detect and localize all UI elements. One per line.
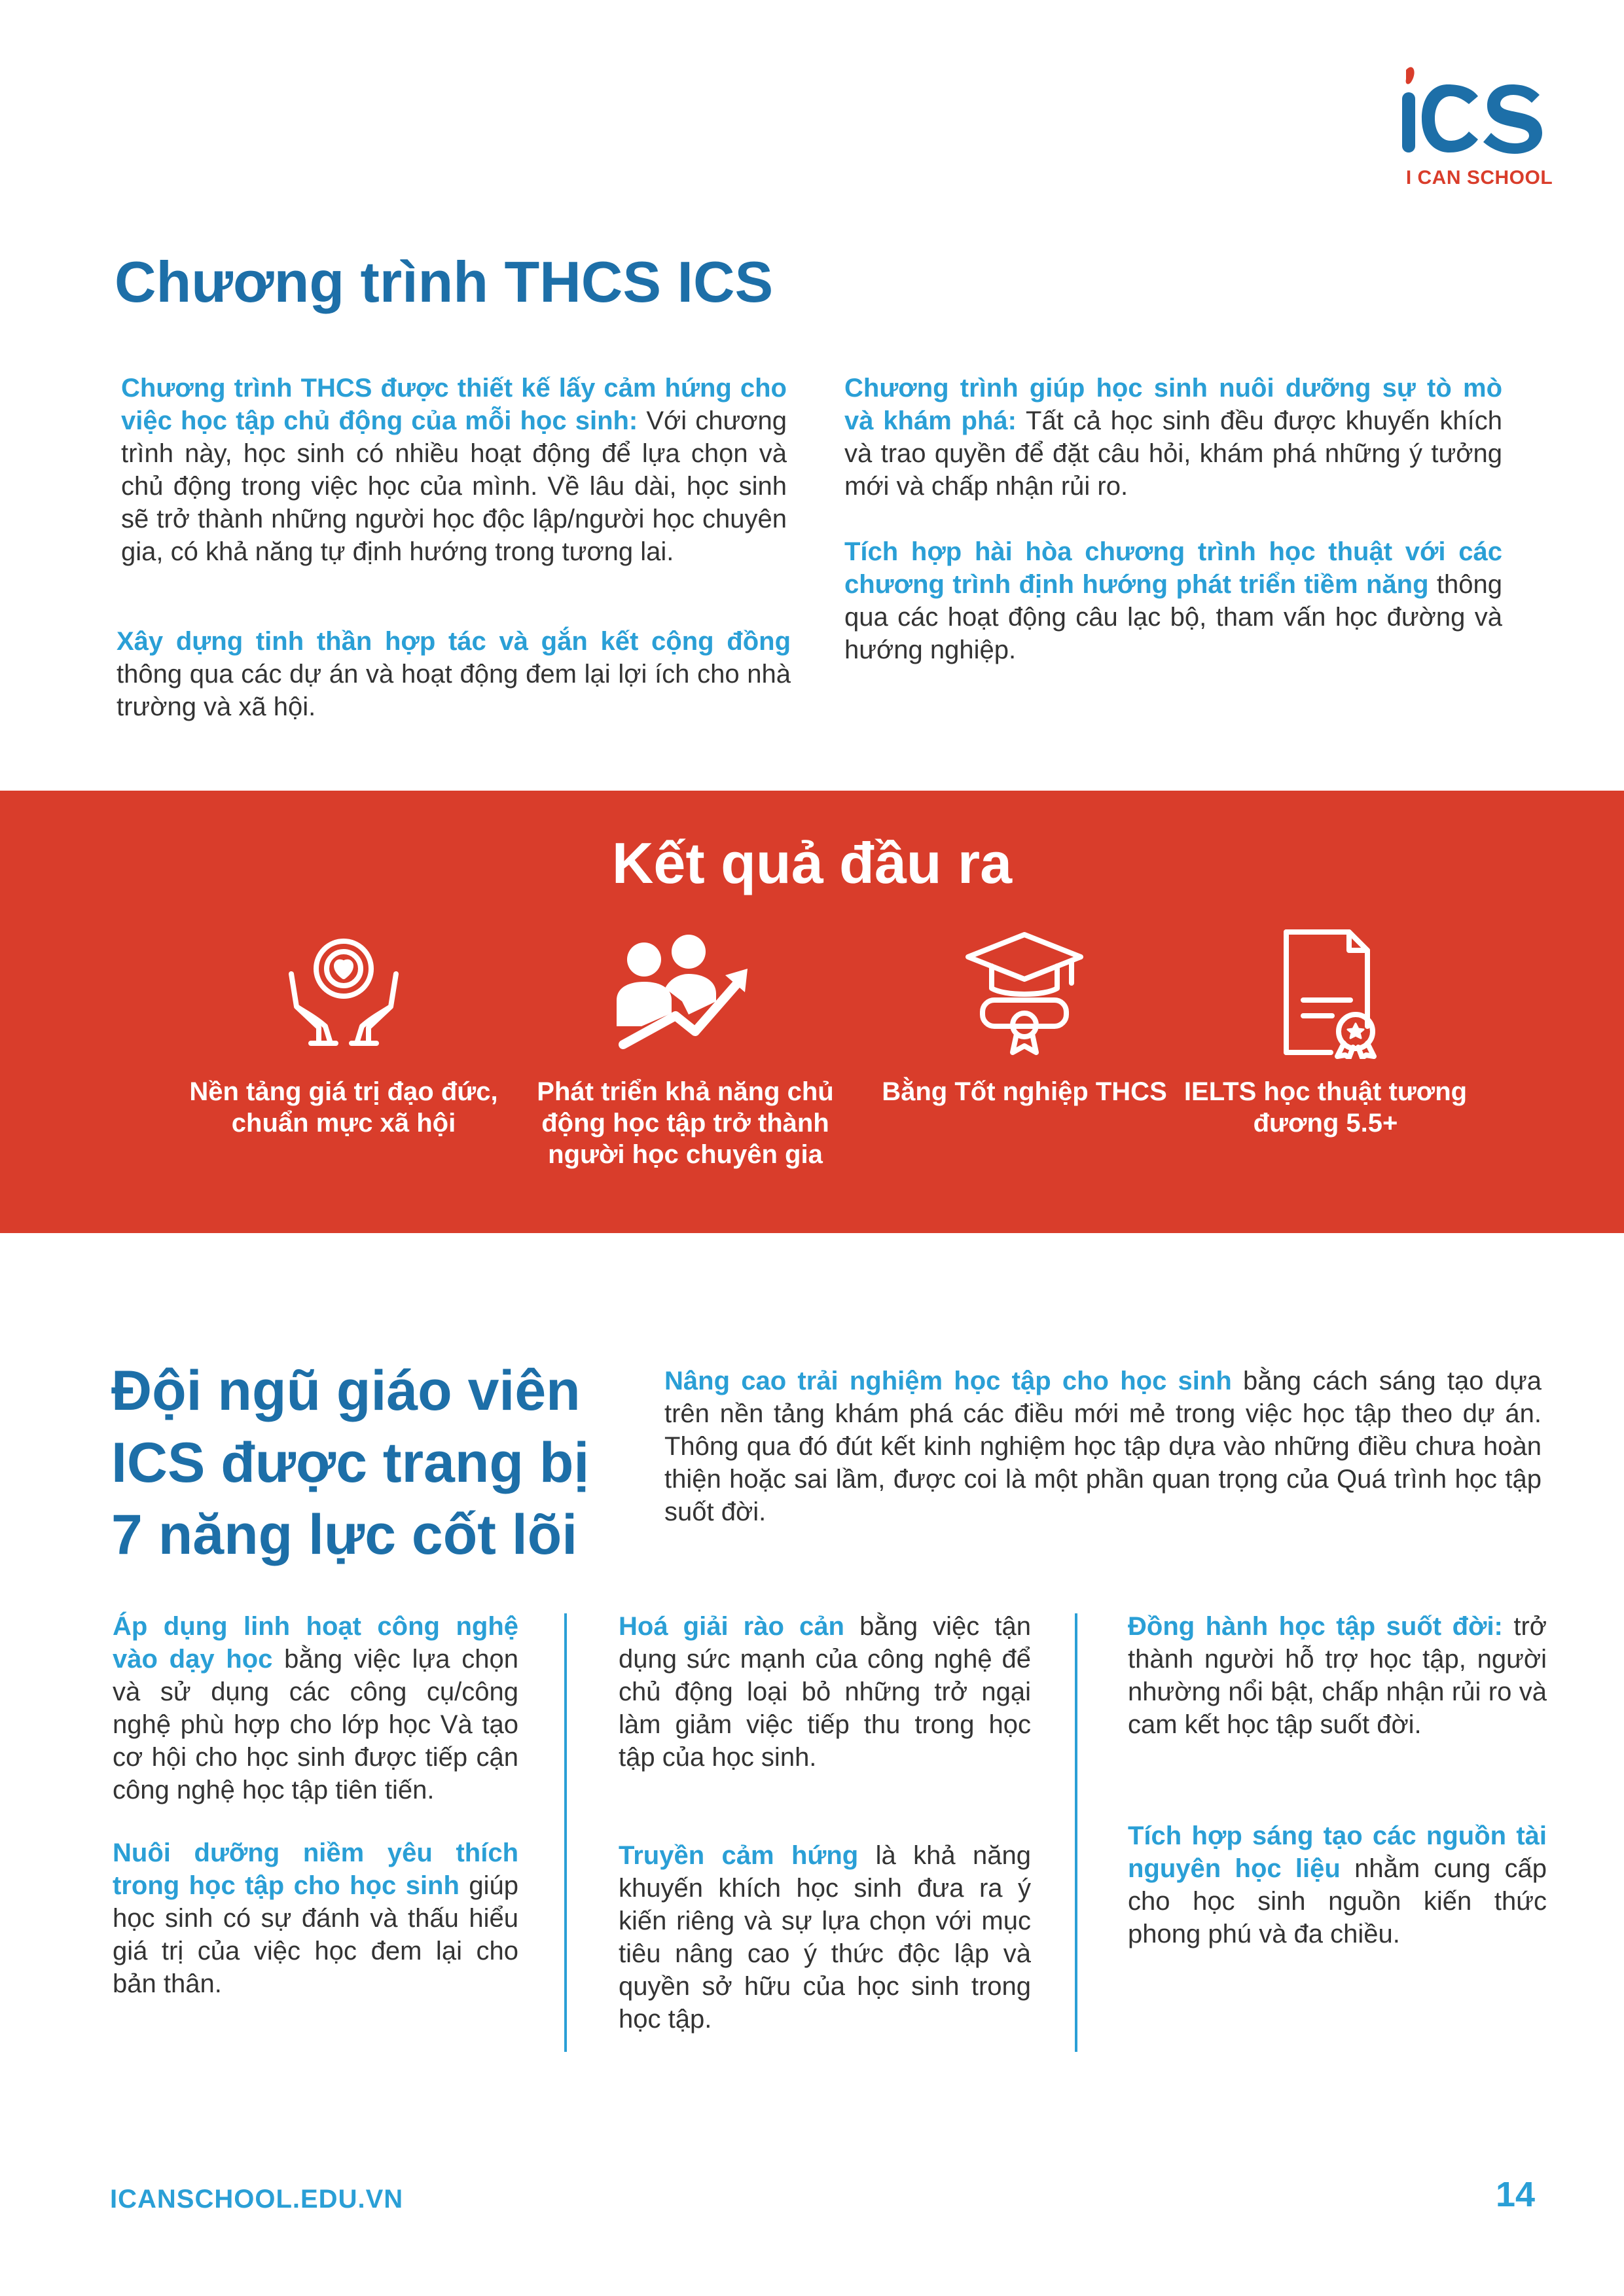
graduation-diploma-icon [959, 928, 1090, 1059]
outcome-label: IELTS học thuật tương đương 5.5+ [1183, 1077, 1468, 1138]
competency-item [619, 1610, 1031, 1774]
competency-item [113, 1610, 518, 1806]
program-paragraph-text: thông qua các hoạt động câu lạc bộ, tham vấn học đường và hướng nghiệp. [844, 570, 1502, 664]
hands-heart-icon [278, 928, 409, 1059]
competency-highlight: Áp dụng linh hoạt công nghệ vào dạy học [113, 1612, 518, 1674]
competency-highlight: Hoá giải rào cản [619, 1612, 844, 1641]
outcome-item [854, 928, 1195, 1107]
footer-website-link[interactable]: ICANSCHOOL.EDU.VN [110, 2185, 404, 2214]
program-paragraph [121, 372, 787, 568]
competency-item [113, 1837, 518, 2000]
outcomes-section [0, 791, 1624, 1233]
competency-column [1128, 1610, 1547, 1981]
column-divider [1075, 1613, 1077, 2052]
logo-tagline: I CAN SCHOOL [1405, 167, 1553, 188]
teachers-intro-highlight: Nâng cao trải nghiệm học tập cho học sinh [664, 1367, 1232, 1395]
program-paragraph-text: thông qua các dự án và hoạt động đem lại lợi ích cho nhà trường và xã hội. [117, 660, 791, 721]
school-logo [1394, 62, 1564, 193]
outcomes-title: Kết quả đầu ra [611, 831, 1013, 895]
outcome-item [515, 928, 856, 1170]
competency-item [1128, 1820, 1547, 1950]
program-paragraph-text: Tất cả học sinh đều được khuyến khích và trao quyền để đặt câu hỏi, khám phá những ý tưởng mới và chấp nhận rủi ro. [844, 406, 1502, 501]
column-divider [564, 1613, 567, 2052]
program-paragraph-highlight: Tích hợp hài hòa chương trình học thuật với các chương trình định hướng phát triển tiềm năng [844, 537, 1502, 599]
teachers-title: Đội ngũ giáo viên ICS được trang bị 7 năng lực cốt lõi [111, 1359, 590, 1566]
outcome-item [1155, 928, 1496, 1139]
competency-highlight: Truyền cảm hứng [619, 1841, 859, 1870]
outcome-label: Bằng Tốt nghiệp THCS [882, 1077, 1167, 1106]
program-paragraph-text: Với chương trình này, học sinh có nhiều hoạt động để lựa chọn và chủ động trong việc học của mình. Về lâu dài, học sinh sẽ trở thành những người học độc lập/người học chuyên gia, có khả năng tự định hướng trong tương lai. [121, 406, 787, 566]
competency-column [619, 1610, 1031, 2066]
competency-item [1128, 1610, 1547, 1741]
outcome-label: Phát triển khả năng chủ động học tập trở thành người học chuyên gia [537, 1077, 834, 1169]
program-paragraph [844, 535, 1502, 666]
competency-item [619, 1839, 1031, 2036]
teachers-intro [664, 1365, 1542, 1528]
certificate-icon [1260, 928, 1391, 1059]
ics-logo-mark [1394, 62, 1551, 160]
program-paragraph-highlight: Xây dựng tinh thần hợp tác và gắn kết cộng đồng [117, 627, 791, 656]
competency-text: bằng việc lựa chọn và sử dụng các công cụ/công nghệ phù hợp cho lớp học Và tạo cơ hội cho học sinh được tiếp cận công nghệ học tập tiên tiến. [113, 1645, 518, 1804]
competency-text: trở thành người hỗ trợ học tập, người nhường nổi bật, chấp nhận rủi ro và cam kết học tập suốt đời. [1128, 1612, 1547, 1739]
competency-text: nhằm cung cấp cho học sinh nguồn kiến thức phong phú và đa chiều. [1128, 1854, 1547, 1948]
competency-column [113, 1610, 518, 2030]
page-title: Chương trình THCS ICS [115, 249, 774, 314]
competency-text: bằng việc tận dụng sức mạnh của công nghệ để chủ động loại bỏ những trở ngại làm giảm việc tiếp thu trong học tập của học sinh. [619, 1612, 1032, 1772]
competency-highlight: Tích hợp sáng tạo các nguồn tài nguyên học liệu [1128, 1821, 1547, 1883]
teachers-intro-text: bằng cách sáng tạo dựa trên nền tảng khám phá các điều mới mẻ trong việc học tập theo dự án. Thông qua đó đút kết kinh nghiệm học tập dựa vào những điều chưa hoàn thiện hoặc sai lầm, được coi là một phần quan trọng của Quá trình học tập suốt đời. [664, 1367, 1542, 1526]
competency-highlight: Nuôi dưỡng niềm yêu thích trong học tập cho học sinh [113, 1839, 518, 1900]
program-paragraph [117, 625, 791, 723]
people-growth-icon [610, 928, 761, 1059]
program-paragraph-highlight: Chương trình giúp học sinh nuôi dưỡng sự tò mò và khám phá: [844, 374, 1502, 435]
program-paragraph [844, 372, 1502, 503]
page-number: 14 [1496, 2175, 1536, 2214]
program-paragraph-highlight: Chương trình THCS được thiết kế lấy cảm hứng cho việc học tập chủ động của mỗi học sinh: [121, 374, 787, 435]
competency-text: giúp học sinh có sự đánh và thấu hiểu giá trị của việc học đem lại cho bản thân. [113, 1871, 518, 1998]
competency-text: là khả năng khuyến khích học sinh đưa ra ý kiến riêng và sự lựa chọn với mục tiêu nâng cao ý thức độc lập và quyền sở hữu của học sinh trong học tập. [619, 1841, 1032, 2034]
outcome-item [173, 928, 514, 1139]
outcome-label: Nền tảng giá trị đạo đức, chuẩn mực xã hội [189, 1077, 498, 1138]
competency-highlight: Đồng hành học tập suốt đời: [1128, 1612, 1503, 1641]
